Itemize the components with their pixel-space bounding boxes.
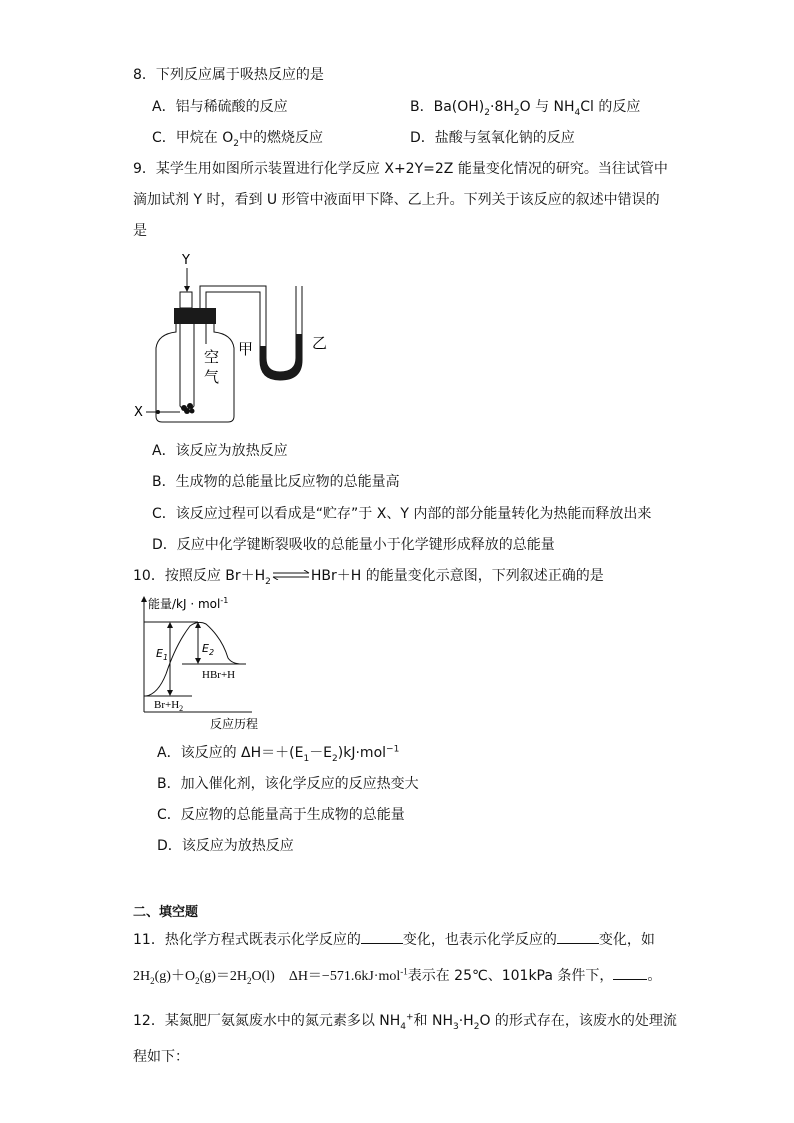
label-yi: 乙 — [312, 334, 328, 352]
q10-option-d: D．该反应为放热反应 — [157, 838, 294, 854]
label-y: Y — [182, 253, 190, 268]
q9-stem-line2: 滴加试剂 Y 时，看到 U 形管中液面甲下降、乙上升。下列关于该反应的叙述中错误的 — [133, 192, 660, 208]
u-tube-inner — [266, 286, 296, 372]
label-air-1: 空 — [204, 348, 220, 366]
q12-line2: 程如下： — [133, 1049, 189, 1065]
x-axis-label: 反应历程 — [210, 717, 259, 731]
q10-option-c: C．反应物的总能量高于生成物的总能量 — [157, 807, 405, 823]
q11-line1: 11．热化学方程式既表示化学反应的 变化，也表示化学反应的 变化，如 — [133, 932, 655, 948]
q8-option-d: D．盐酸与氢氧化钠的反应 — [410, 130, 575, 146]
section-title: 二、填空题 — [133, 905, 199, 920]
answer-blank[interactable] — [557, 931, 599, 944]
answer-blank[interactable] — [361, 931, 403, 944]
q10-option-b: B．加入催化剂，该化学反应的反应热变大 — [157, 776, 419, 792]
q9-apparatus-figure — [130, 248, 340, 428]
y-axis-label: 能量/kJ · mol$^{-1}$ — [148, 596, 229, 611]
e1-arrow-head-bottom — [167, 690, 173, 696]
q8-option-a: A．铝与稀硫酸的反应 — [152, 99, 288, 115]
q10-option-a: A．该反应的 $\Delta H=+(E_1-E_2)kJ\cdot mol^{-1}$ — [157, 744, 400, 764]
test-tube — [180, 324, 194, 411]
q9-option-a: A．该反应为放热反应 — [152, 443, 288, 459]
x-pointer-dot — [156, 410, 160, 414]
q10-stem: 10．按照反应 $Br+H_2$ HBr＋H 的能量变化示意图，下列叙述正确的是 — [133, 568, 604, 587]
e1-label: $E_1$ — [156, 647, 169, 662]
label-air-2: 气 — [204, 368, 220, 386]
solid-x-particle — [184, 408, 190, 414]
dropper-top — [180, 292, 192, 308]
e2-label: $E_2$ — [202, 642, 215, 657]
solid-x-particle — [187, 403, 193, 409]
products-label: HBr+H — [202, 669, 236, 681]
e2-arrow-head-bottom — [195, 658, 201, 664]
stopper — [174, 308, 216, 324]
q9-option-b: B．生成物的总能量比反应物的总能量高 — [152, 474, 400, 490]
label-x: X — [134, 405, 143, 420]
q8-option-c: C．甲烷在 $O_2$中的燃烧反应 — [152, 130, 323, 149]
e1-arrow-head-top — [167, 622, 173, 628]
answer-blank[interactable] — [613, 967, 647, 980]
q9-stem-line3: 是 — [133, 223, 147, 239]
q12-line1: 12．某氮肥厂氨氮废水中的氮元素多以 $NH_4^+$和 $NH_3\cdot H_2O$ 的形式存在，该废水的处理流 — [133, 1012, 677, 1032]
y-axis-arrow — [141, 596, 147, 602]
q9-option-c: C．该反应过程可以看成是“贮存”于 X、Y 内部的部分能量转化为热能而释放出来 — [152, 506, 652, 522]
q9-option-d: D．反应中化学键断裂吸收的总能量小于化学键形成释放的总能量 — [152, 537, 555, 553]
q10-energy-diagram — [136, 594, 286, 734]
solid-x-particle — [190, 409, 195, 414]
q8-option-b: B．$Ba(OH)_2\cdot 8H_2O$ 与 $NH_4Cl$ 的反应 — [410, 99, 641, 118]
dropper-arrow-head — [184, 286, 190, 292]
label-jia: 甲 — [238, 340, 254, 358]
q8-stem: 8．下列反应属于吸热反应的是 — [133, 67, 324, 83]
q9-stem-line1: 9．某学生用如图所示装置进行化学反应 X+2Y=2Z 能量变化情况的研究。当往试管中 — [133, 161, 668, 177]
reactants-label: $Br+H_2$ — [154, 699, 184, 713]
flask — [156, 324, 234, 422]
q11-equation-line: $2H_2(g)+O_2(g)=2H_2O(l)$ ΔH＝−571.6kJ·mol$^{-1}$表示在 25℃、101kPa 条件下， 。 — [133, 966, 662, 986]
reversible-arrow-icon — [271, 567, 311, 585]
